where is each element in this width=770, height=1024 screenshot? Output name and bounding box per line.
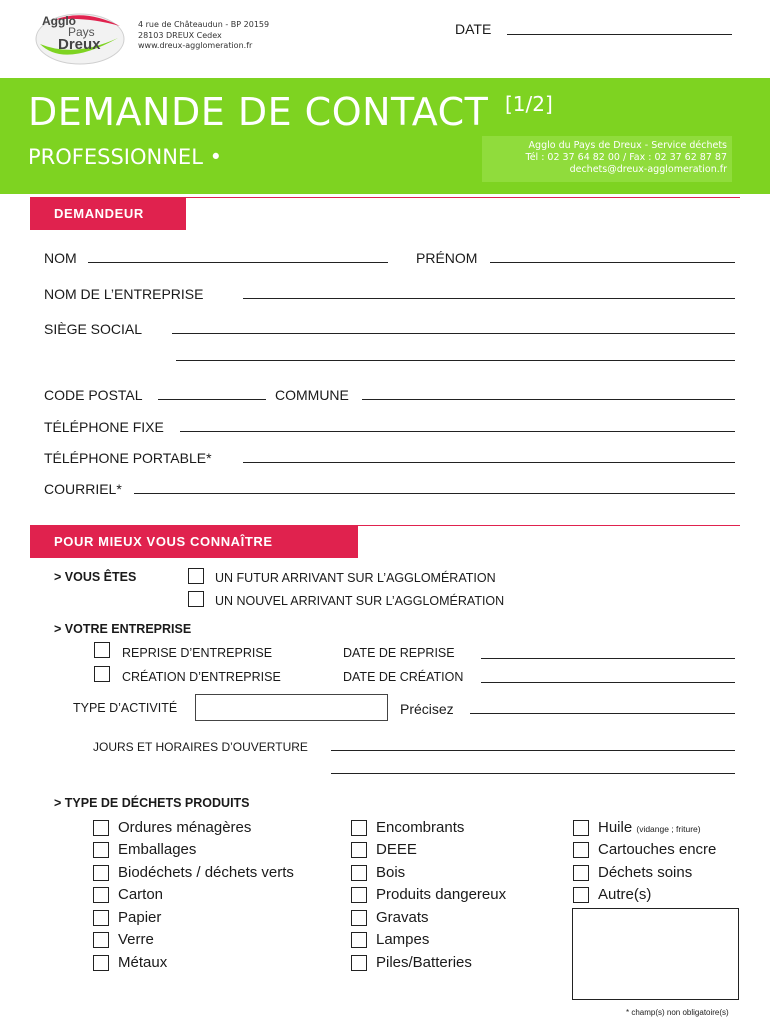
vous-etes-heading: > VOUS ÊTES (54, 570, 137, 584)
code-postal-field[interactable] (158, 399, 266, 400)
piles-label: Piles/Batteries (376, 954, 472, 971)
nouvel-arrivant-checkbox[interactable] (188, 591, 204, 607)
section-connaitre-title: POUR MIEUX VOUS CONNAÎTRE (30, 526, 358, 558)
cartouches-checkbox[interactable] (573, 842, 589, 858)
prenom-field[interactable] (490, 262, 735, 263)
cartouches-label: Cartouches encre (598, 841, 717, 858)
huile-label (598, 819, 701, 836)
papier-label: Papier (118, 909, 162, 926)
deee-label: DEEE (376, 841, 417, 858)
siege-field-2[interactable] (176, 360, 735, 361)
metaux-label: Métaux (118, 954, 168, 971)
emballages-checkbox[interactable] (93, 842, 109, 858)
service-contact-box (482, 136, 732, 182)
logo-word-2: Pays (68, 25, 95, 39)
contact-line: Tél : 02 37 64 82 00 / Fax : 02 37 62 87 87 (525, 152, 727, 163)
form-title: DEMANDE DE CONTACT (28, 90, 489, 134)
courriel-label: COURRIEL* (44, 481, 122, 497)
votre-entreprise-heading: > VOTRE ENTREPRISE (54, 622, 192, 636)
nouvel-arrivant-label: UN NOUVEL ARRIVANT SUR L’AGGLOMÉRATION (215, 594, 505, 608)
siege-field-1[interactable] (172, 333, 735, 334)
reprise-label: REPRISE D’ENTREPRISE (122, 646, 273, 660)
encombrants-label: Encombrants (376, 819, 465, 836)
tel-portable-field[interactable] (243, 462, 735, 463)
precisez-label: Précisez (400, 701, 454, 717)
huile-checkbox[interactable] (573, 820, 589, 836)
carton-label: Carton (118, 886, 164, 903)
biodechets-checkbox[interactable] (93, 865, 109, 881)
produits-dangereux-label: Produits dangereux (376, 886, 507, 903)
autres-textarea[interactable] (572, 908, 739, 1000)
courriel-field[interactable] (134, 493, 735, 494)
commune-label: COMMUNE (275, 387, 349, 403)
produits-dangereux-checkbox[interactable] (351, 887, 367, 903)
autres-checkbox[interactable] (573, 887, 589, 903)
address-line: www.dreux-agglomeration.fr (138, 41, 253, 50)
tel-fixe-label: TÉLÉPHONE FIXE (44, 419, 164, 435)
lampes-label: Lampes (376, 931, 430, 948)
address-line: 4 rue de Châteaudun - BP 20159 (138, 20, 270, 29)
entreprise-field[interactable] (243, 298, 735, 299)
type-activite-label: TYPE D’ACTIVITÉ (73, 701, 178, 715)
ordures-checkbox[interactable] (93, 820, 109, 836)
contact-line: dechets@dreux-agglomeration.fr (569, 164, 727, 175)
address-line: 28103 DREUX Cedex (138, 30, 222, 40)
piles-checkbox[interactable] (351, 955, 367, 971)
contact-line: Agglo du Pays de Dreux - Service déchets (528, 140, 727, 151)
nom-label: NOM (44, 250, 77, 266)
tel-portable-label: TÉLÉPHONE PORTABLE* (44, 450, 212, 466)
gravats-label: Gravats (376, 909, 429, 926)
tel-fixe-field[interactable] (180, 431, 735, 432)
footnote: * champ(s) non obligatoire(s) (626, 1008, 729, 1017)
date-reprise-field[interactable] (481, 658, 735, 659)
precisez-field[interactable] (470, 713, 735, 714)
bois-label: Bois (376, 864, 406, 881)
creation-label: CRÉATION D’ENTREPRISE (122, 670, 281, 684)
prenom-label: PRÉNOM (416, 250, 478, 266)
emballages-label: Emballages (118, 841, 197, 858)
huile-note: (vidange ; friture) (636, 824, 701, 834)
deee-checkbox[interactable] (351, 842, 367, 858)
reprise-checkbox[interactable] (94, 642, 110, 658)
encombrants-checkbox[interactable] (351, 820, 367, 836)
type-activite-input[interactable] (195, 694, 388, 721)
horaires-field-2[interactable] (331, 773, 735, 774)
huile-text: Huile (598, 819, 633, 836)
form-subtitle: PROFESSIONNEL • (28, 145, 222, 169)
date-creation-label: DATE DE CRÉATION (343, 670, 464, 684)
section-demandeur-title: DEMANDEUR (30, 198, 186, 230)
dechets-soins-label: Déchets soins (598, 864, 693, 881)
creation-checkbox[interactable] (94, 666, 110, 682)
entreprise-label: NOM DE L’ENTREPRISE (44, 286, 204, 302)
papier-checkbox[interactable] (93, 910, 109, 926)
horaires-label: JOURS ET HORAIRES D’OUVERTURE (93, 740, 308, 754)
address-block (138, 20, 269, 52)
agglo-logo (34, 8, 126, 66)
verre-checkbox[interactable] (93, 932, 109, 948)
ordures-label: Ordures ménagères (118, 819, 252, 836)
page-marker: [1/2] (505, 92, 553, 116)
date-reprise-label: DATE DE REPRISE (343, 646, 455, 660)
biodechets-label: Biodéchets / déchets verts (118, 864, 294, 881)
date-label: DATE (455, 21, 492, 37)
verre-label: Verre (118, 931, 154, 948)
lampes-checkbox[interactable] (351, 932, 367, 948)
bois-checkbox[interactable] (351, 865, 367, 881)
futur-arrivant-label: UN FUTUR ARRIVANT SUR L’AGGLOMÉRATION (215, 571, 496, 585)
futur-arrivant-checkbox[interactable] (188, 568, 204, 584)
autres-label: Autre(s) (598, 886, 652, 903)
logo-word-1: Agglo (42, 14, 76, 28)
code-postal-label: CODE POSTAL (44, 387, 143, 403)
date-field[interactable] (507, 34, 732, 35)
gravats-checkbox[interactable] (351, 910, 367, 926)
metaux-checkbox[interactable] (93, 955, 109, 971)
commune-field[interactable] (362, 399, 735, 400)
date-creation-field[interactable] (481, 682, 735, 683)
carton-checkbox[interactable] (93, 887, 109, 903)
type-dechets-heading: > TYPE DE DÉCHETS PRODUITS (54, 796, 250, 810)
horaires-field-1[interactable] (331, 750, 735, 751)
dechets-soins-checkbox[interactable] (573, 865, 589, 881)
logo-word-3: Dreux (58, 36, 101, 53)
siege-label: SIÈGE SOCIAL (44, 321, 143, 337)
nom-field[interactable] (88, 262, 388, 263)
